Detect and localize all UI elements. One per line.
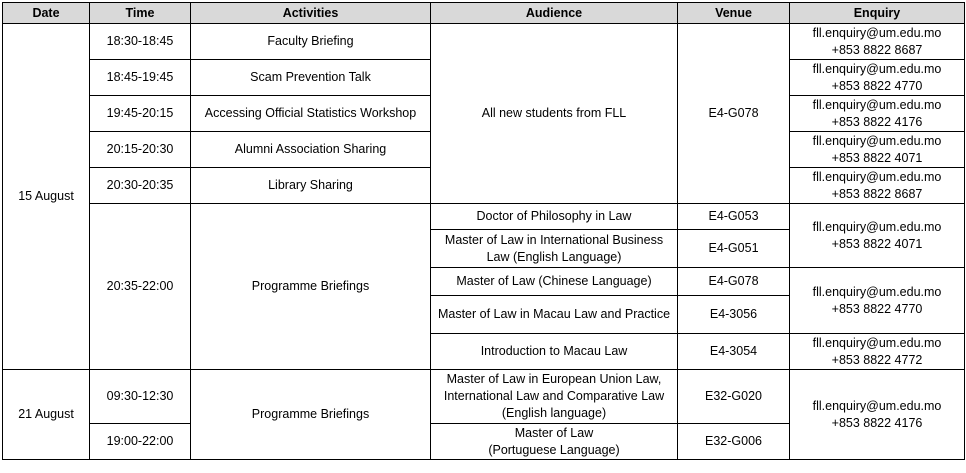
header-activities: Activities bbox=[191, 3, 431, 24]
table-row bbox=[3, 370, 965, 424]
audience-cell: Master of Law in European Union Law, International Law and Comparative Law (English language) bbox=[431, 370, 678, 424]
venue-cell: E32-G020 bbox=[678, 370, 790, 424]
activity-cell: Library Sharing bbox=[191, 168, 431, 204]
audience-cell: Master of Law in Macau Law and Practice bbox=[431, 296, 678, 334]
enquiry-cell: fll.enquiry@um.edu.mo +853 8822 4176 bbox=[790, 370, 965, 460]
time-cell: 20:15-20:30 bbox=[90, 132, 191, 168]
time-cell: 09:30-12:30 bbox=[90, 370, 191, 424]
header-audience: Audience bbox=[431, 3, 678, 24]
audience-cell: Master of Law (Chinese Language) bbox=[431, 268, 678, 296]
enquiry-cell: fll.enquiry@um.edu.mo +853 8822 4176 bbox=[790, 96, 965, 132]
enquiry-cell: fll.enquiry@um.edu.mo +853 8822 8687 bbox=[790, 24, 965, 60]
time-cell: 18:45-19:45 bbox=[90, 60, 191, 96]
venue-cell: E4-G051 bbox=[678, 230, 790, 268]
table-row bbox=[3, 204, 965, 230]
activity-cell: Accessing Official Statistics Workshop bbox=[191, 96, 431, 132]
time-cell: 19:00-22:00 bbox=[90, 424, 191, 460]
venue-cell: E4-3054 bbox=[678, 334, 790, 370]
enquiry-cell: fll.enquiry@um.edu.mo +853 8822 4772 bbox=[790, 334, 965, 370]
header-enquiry: Enquiry bbox=[790, 3, 965, 24]
activity-cell: Programme Briefings bbox=[191, 204, 431, 370]
header-time: Time bbox=[90, 3, 191, 24]
activity-cell: Alumni Association Sharing bbox=[191, 132, 431, 168]
header-date: Date bbox=[3, 3, 90, 24]
time-cell: 20:35-22:00 bbox=[90, 204, 191, 370]
enquiry-cell: fll.enquiry@um.edu.mo +853 8822 8687 bbox=[790, 168, 965, 204]
venue-cell: E32-G006 bbox=[678, 424, 790, 460]
time-cell: 20:30-20:35 bbox=[90, 168, 191, 204]
table-row bbox=[3, 24, 965, 60]
enquiry-cell: fll.enquiry@um.edu.mo +853 8822 4071 bbox=[790, 132, 965, 168]
enquiry-cell: fll.enquiry@um.edu.mo +853 8822 4770 bbox=[790, 60, 965, 96]
audience-cell: All new students from FLL bbox=[431, 24, 678, 204]
header-venue: Venue bbox=[678, 3, 790, 24]
audience-cell: Master of Law (Portuguese Language) bbox=[431, 424, 678, 460]
schedule-table bbox=[2, 2, 965, 460]
date-cell: 15 August bbox=[3, 24, 90, 370]
enquiry-cell: fll.enquiry@um.edu.mo +853 8822 4770 bbox=[790, 268, 965, 334]
time-cell: 19:45-20:15 bbox=[90, 96, 191, 132]
venue-cell: E4-G053 bbox=[678, 204, 790, 230]
activity-cell: Programme Briefings bbox=[191, 370, 431, 460]
audience-cell: Introduction to Macau Law bbox=[431, 334, 678, 370]
venue-cell: E4-3056 bbox=[678, 296, 790, 334]
venue-cell: E4-G078 bbox=[678, 24, 790, 204]
venue-cell: E4-G078 bbox=[678, 268, 790, 296]
time-cell: 18:30-18:45 bbox=[90, 24, 191, 60]
activity-cell: Scam Prevention Talk bbox=[191, 60, 431, 96]
audience-cell: Master of Law in International Business Law (English Language) bbox=[431, 230, 678, 268]
activity-cell: Faculty Briefing bbox=[191, 24, 431, 60]
header-row bbox=[3, 3, 965, 24]
date-cell: 21 August bbox=[3, 370, 90, 460]
enquiry-cell: fll.enquiry@um.edu.mo +853 8822 4071 bbox=[790, 204, 965, 268]
audience-cell: Doctor of Philosophy in Law bbox=[431, 204, 678, 230]
